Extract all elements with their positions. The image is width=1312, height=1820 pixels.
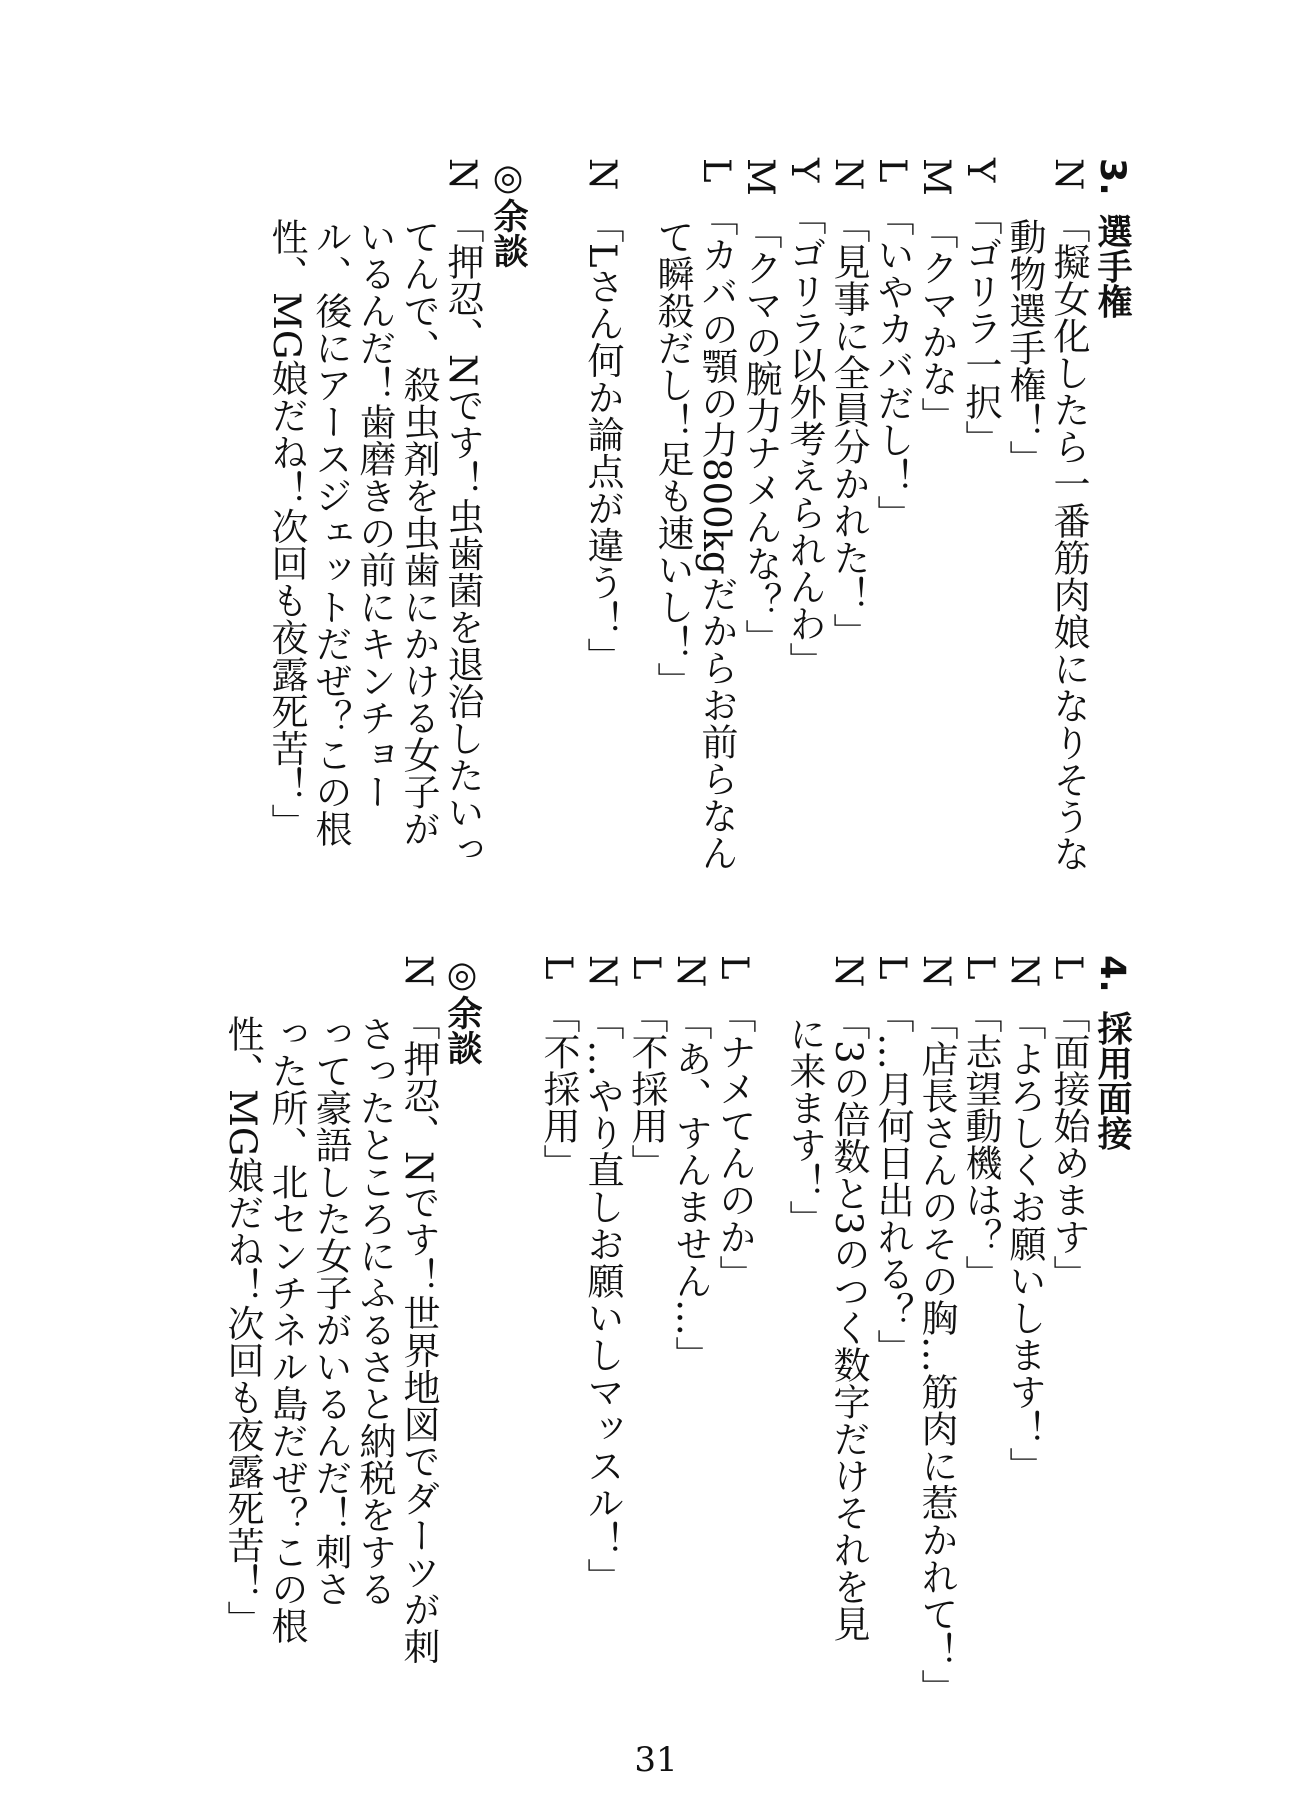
line-text: て瞬殺だし！足も速いし！」 — [651, 218, 694, 699]
speaker-label: L — [871, 158, 914, 183]
speaker-label: L — [537, 955, 580, 980]
dialogue-line — [220, 1015, 264, 1637]
section-heading-4 — [1090, 955, 1134, 1151]
dialogue-line — [624, 955, 668, 1181]
line-text: 「押忍、Nです！虫歯菌を退治したいっ — [441, 206, 484, 868]
speaker-label: L — [1047, 955, 1090, 980]
line-text: 「押忍、Nです！世界地図でダーツが刺 — [397, 1003, 440, 1665]
dialogue-line — [352, 218, 396, 810]
line-text: 「カバの顎の力800kgだからお前らなん — [695, 198, 738, 871]
dialogue-line — [1046, 158, 1090, 872]
speaker-label: N — [441, 158, 484, 191]
dialogue-line — [694, 158, 738, 870]
speaker-label: N — [669, 955, 712, 988]
speaker-label: L — [959, 955, 1002, 980]
line-text: 「いやカバだし！」 — [871, 198, 914, 532]
speaker-label: M — [739, 158, 782, 196]
dialogue-line — [958, 158, 1002, 457]
dialogue-line — [1002, 218, 1046, 477]
speaker-label: L — [871, 955, 914, 980]
dialogue-line — [396, 955, 440, 1665]
dialogue-line — [870, 158, 914, 532]
line-text: 「店長さんのその胸…筋肉に惹かれて！」 — [915, 1003, 958, 1707]
line-text: ル、後にアースジェットだぜ？この根 — [309, 218, 352, 847]
line-text: 「面接始めます」 — [1047, 995, 1090, 1292]
line-text: 動物選手権！」 — [1003, 218, 1046, 477]
speaker-label: L — [695, 158, 738, 183]
yodan-heading: ◎余談 — [488, 158, 528, 268]
page-number: 31 — [634, 1740, 678, 1780]
dialogue-line — [914, 955, 958, 1706]
speaker-label: L — [713, 955, 756, 980]
dialogue-line — [352, 1015, 396, 1607]
line-text: 「クマかな」 — [915, 211, 958, 434]
dialogue-line — [440, 158, 484, 868]
speaker-label: Y — [959, 158, 1002, 183]
line-text: 「見事に全員分かれた！」 — [827, 206, 870, 651]
dialogue-line — [738, 158, 782, 656]
dialogue-line — [308, 1015, 352, 1607]
speaker-label: N — [397, 955, 440, 988]
line-text: 「あ、すんません…」 — [669, 1003, 712, 1374]
line-text: に来ます！」 — [783, 1015, 826, 1237]
section-number: 4. — [1092, 955, 1132, 993]
line-text: 「…月何日出れる？」 — [871, 995, 914, 1366]
yodan-heading: ◎余談 — [442, 955, 482, 1065]
line-text: って豪語した女子がいるんだ！刺さ — [309, 1015, 352, 1607]
dialogue-line — [914, 158, 958, 434]
speaker-label: N — [827, 158, 870, 191]
dialogue-line — [668, 955, 712, 1373]
line-text: 「志望動機は？」 — [959, 995, 1002, 1292]
speaker-label: N — [1003, 955, 1046, 988]
dialogue-line — [580, 158, 624, 675]
dialogue-line — [782, 1015, 826, 1237]
dialogue-line — [536, 955, 580, 1181]
dialogue-line — [826, 955, 870, 1642]
section-heading-3 — [1090, 158, 1134, 319]
line-text: った所、北センチネル島だぜ？この根 — [265, 1015, 308, 1644]
speaker-label: M — [915, 158, 958, 196]
speaker-label: Y — [783, 158, 826, 183]
line-text: 「ゴリラ一択」 — [959, 198, 1002, 458]
dialogue-line — [264, 1015, 308, 1644]
line-text: 「ゴリラ以外考えられんわ」 — [783, 198, 826, 680]
line-text: 「3の倍数と3のつく数字だけそれを見 — [827, 1003, 870, 1643]
dialogue-line — [1002, 955, 1046, 1484]
line-text: 性、MG娘だね！次回も夜露死苦！」 — [221, 1015, 264, 1638]
dialogue-line — [1046, 955, 1090, 1292]
speaker-label: N — [581, 955, 624, 988]
dialogue-line — [650, 218, 694, 699]
line-text: 「Lさん何か論点が違う！」 — [581, 206, 624, 675]
dialogue-line — [870, 955, 914, 1366]
dialogue-line — [958, 955, 1002, 1292]
speaker-label: N — [581, 158, 624, 191]
line-text: いるんだ！歯磨きの前にキンチョー — [353, 218, 396, 810]
line-text: さったところにふるさと納税をする — [353, 1015, 396, 1607]
dialogue-line — [712, 955, 756, 1292]
line-text: 「…やり直しお願いしマッスル！」 — [581, 1003, 624, 1596]
dialogue-line — [826, 158, 870, 650]
dialogue-line — [308, 218, 352, 847]
line-text: 「よろしくお願いします！」 — [1003, 1003, 1046, 1485]
line-text: 「不採用」 — [537, 995, 580, 1181]
dialogue-line — [396, 218, 440, 847]
line-text: 「不採用」 — [625, 995, 668, 1181]
dialogue-line — [580, 955, 624, 1595]
speaker-label: N — [915, 955, 958, 988]
speaker-label: N — [1047, 158, 1090, 191]
line-text: 「擬女化したら一番筋肉娘になりそうな — [1047, 206, 1090, 873]
line-text: てんで、殺虫剤を虫歯にかける女子が — [397, 218, 440, 847]
section-title: 選手権 — [1092, 213, 1132, 319]
line-text: 「クマの腕力ナメんな？」 — [739, 211, 782, 656]
dialogue-line — [264, 218, 308, 840]
section-number: 3. — [1092, 158, 1132, 196]
line-text: 性、MG娘だね！次回も夜露死苦！」 — [265, 218, 308, 841]
speaker-label: L — [625, 955, 668, 980]
line-text: 「ナメてんのか」 — [713, 995, 756, 1292]
section-title: 採用面接 — [1092, 1010, 1132, 1151]
speaker-label: N — [827, 955, 870, 988]
dialogue-line — [782, 158, 826, 679]
